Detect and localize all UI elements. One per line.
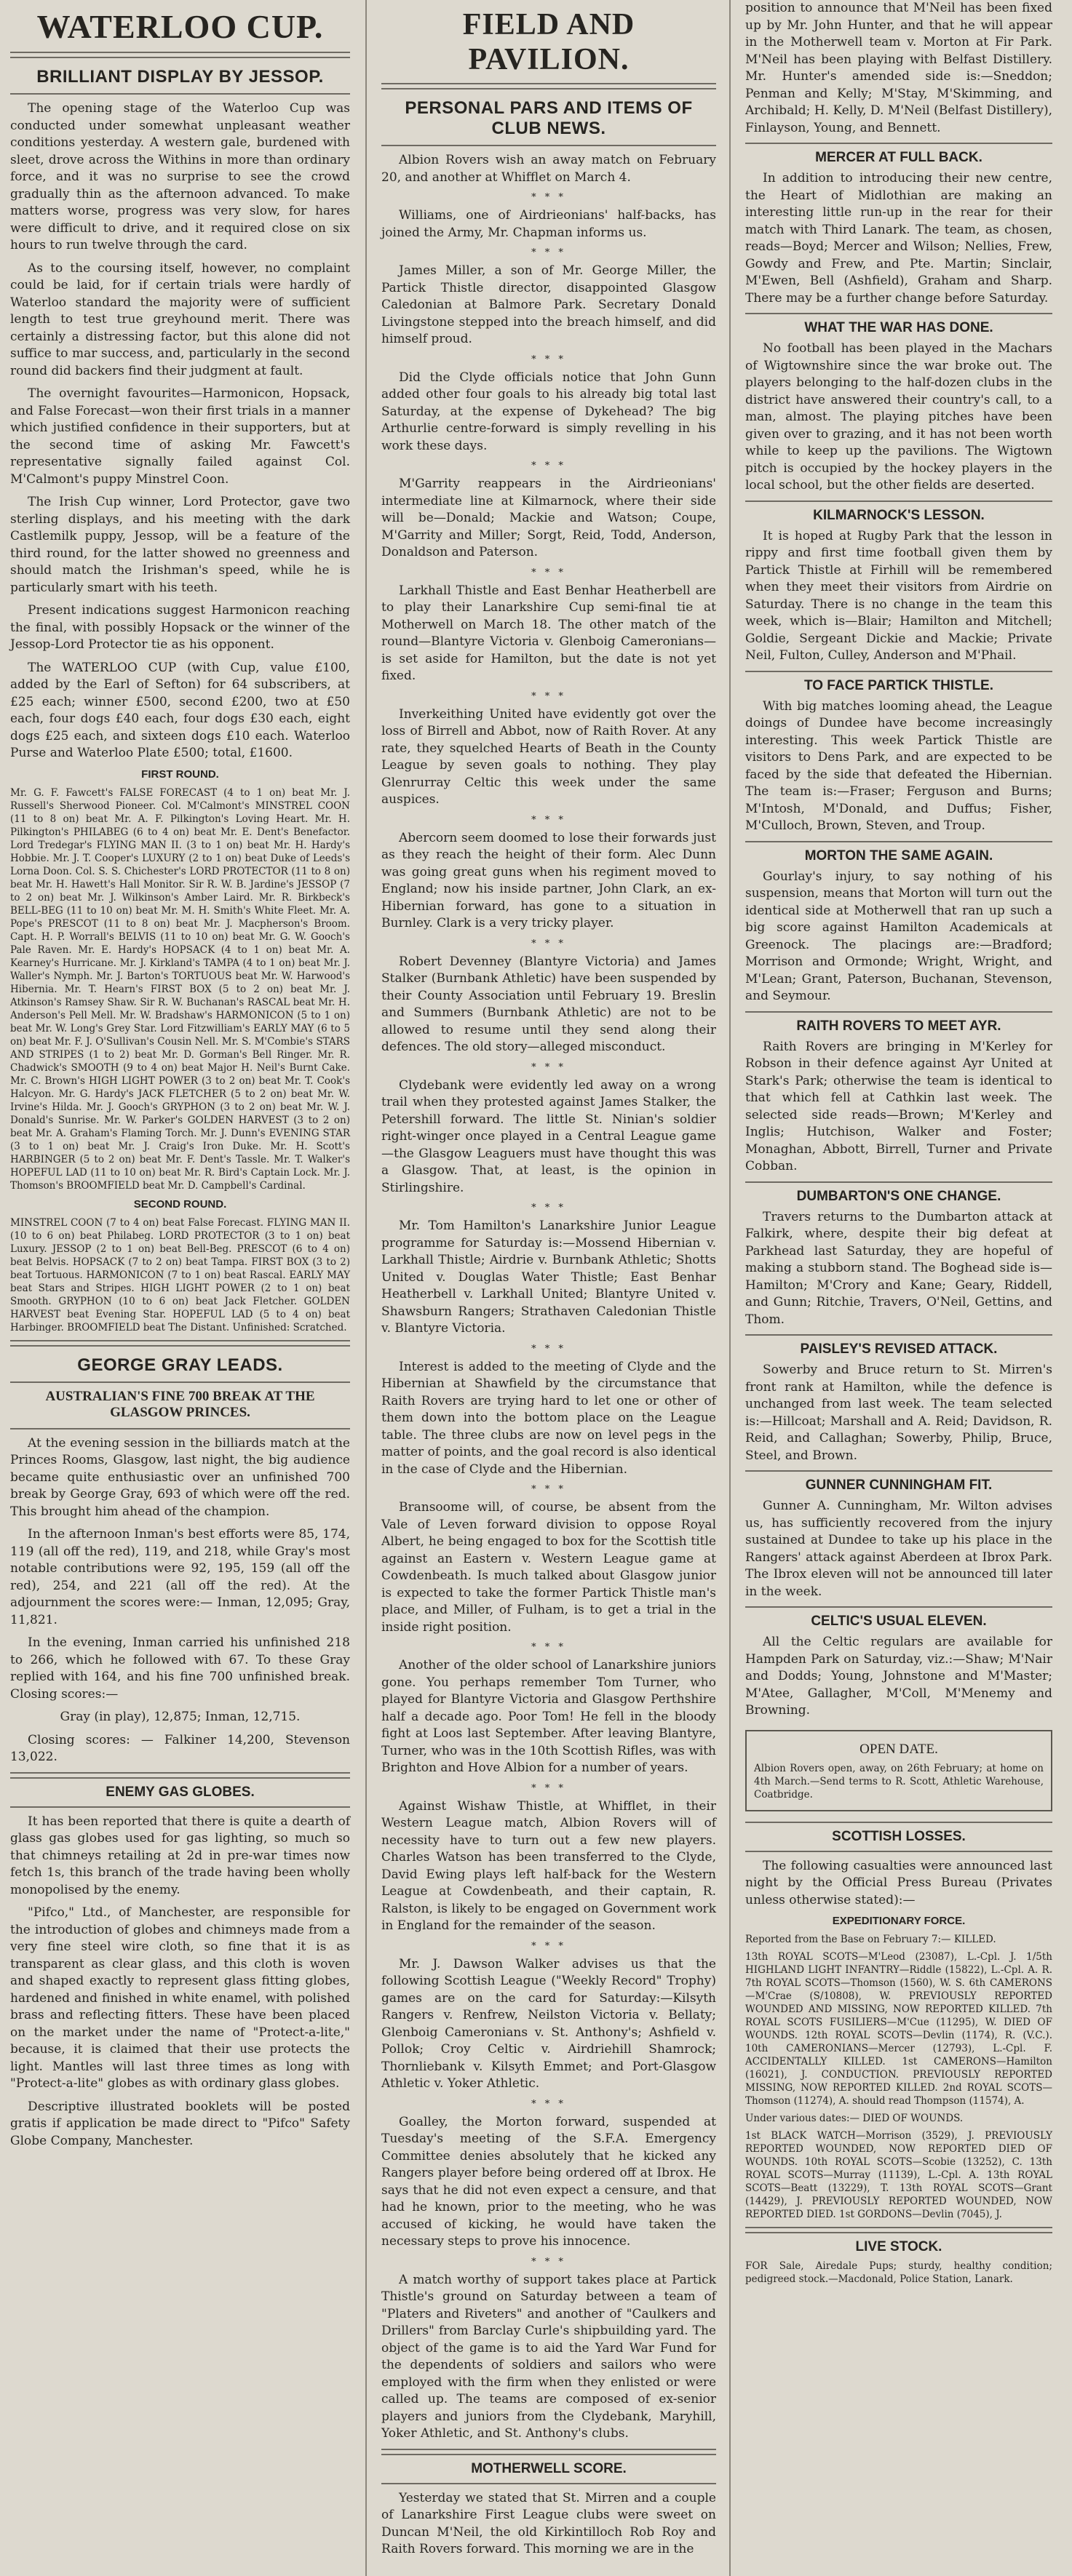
article-paragraph: Yesterday we stated that St. Mirren and a couple of Lanarkshire First League clubs were sweet on Duncan M'Neil, the old Kirkintilloch Rob Roy and Raith Rovers forward. This morning we are in the <box>381 2490 716 2556</box>
news-item: James Miller, a son of Mr. George Miller, the Partick Thistle director, disappointed Glasgow Caledonian at Balmore Park. Secretary Donald Livingstone stepped into the breach himself, and did himself proud. <box>381 263 716 346</box>
column-1 <box>0 0 360 2576</box>
article-paragraph: The following casualties were announced last night by the Official Press Bureau (Privates unless otherwise stated):— <box>745 1858 1052 1907</box>
results-list: MINSTREL COON (7 to 4 on) beat False Forecast. FLYING MAN II. (10 to 6 on) beat Philabeg. LORD PROTECTOR (3 to 1 on) beat Luxury. JESSOP (2 to 1 on) beat Bell-Beg. PRESCOT (6 to 4 on) beat Belvis. HOPSACK (7 to 2 on) beat Tampa. FIRST BOX (3 to 2) beat Tortuous. HARMONICON (7 to 1 on) beat Rascal. EARLY MAY beat Stars and Stripes. HIGH LIGHT POWER (2 to 1 on) beat Smooth. GRYPHON (10 to 6 on) beat Jack Fletcher. GOLDEN HARVEST beat Evening Star. HOPEFUL LAD (5 to 4 on) beat Harbinger. BROOMFIELD beat The Distant. Unfinished: Scratched. <box>10 1216 350 1333</box>
section-headline: DUMBARTON'S ONE CHANGE. <box>796 1188 1001 1204</box>
divider <box>10 1428 350 1429</box>
section-headline: SCOTTISH LOSSES. <box>832 1828 966 1844</box>
star-separator: * * * <box>531 1343 566 1355</box>
round-heading: FIRST ROUND. <box>141 767 219 781</box>
news-item: Robert Devenney (Blantyre Victoria) and James Stalker (Burnbank Athletic) have been suspended by their County Association until February 19. Breslin and Summers (Burnbank Athletic) are not to be allowed to resume until they send along their defences. The old story—alleged misconduct. <box>381 954 716 1054</box>
divider <box>745 313 1052 314</box>
section-headline: MORTON THE SAME AGAIN. <box>804 848 993 864</box>
star-separator: * * * <box>531 938 566 949</box>
section-headline: RAITH ROVERS TO MEET AYR. <box>796 1018 1001 1034</box>
star-separator: * * * <box>531 2098 566 2110</box>
score-line: Gray (in play), 12,875; Inman, 12,715. <box>60 1710 301 1724</box>
divider <box>381 2449 716 2455</box>
casualty-list: 13th ROYAL SCOTS—M'Leod (23087), L.-Cpl. J. 1/5th HIGHLAND LIGHT INFANTRY—Riddle (15822), L.-Cpl. A. R. 7th ROYAL SCOTS—Thomson (1560), W. S. 6th CAMERONS—M'Crae (S/10808), W. PREVIOUSLY REPORTED WOUNDED AND MISSING, NOW REPORTED KILLED. 7th ROYAL SCOTS FUSILIERS—M'Cue (11295), W. DIED OF WOUNDS. 12th ROYAL SCOTS—Devlin (1174), R. (V.C.). 10th CAMERONIANS—Mercer (12793), L.-Cpl. F. ACCIDENTALLY KILLED. 1st CAMERONS—Hamilton (16021), J. CONDUCTION. PREVIOUSLY REPORTED MISSING, NOW REPORTED KILLED. 2nd ROYAL SCOTS—Thomson (11274), A. should read Thompson (11574), A. <box>745 1951 1052 2107</box>
divider <box>10 93 350 95</box>
advert-text: Albion Rovers open, away, on 26th February; at home on 4th March.—Send terms to R. Scott, Athletic Warehouse, Coatbridge. <box>754 1762 1044 1801</box>
article-paragraph: position to announce that M'Neil has been fixed up by Mr. John Hunter, and that he will appear in the Motherwell team v. Morton at Fir Park. M'Neil has been playing with Belfast Distillery. Mr. Hunter's amended side is:—Sneddon; Penman and Kelly; M'Stay, M'Skimming, and Archibald; H. Kelly, D. M'Neil (Belfast Distillery), Finlayson, Young, and Bennett. <box>745 1 1052 135</box>
news-item: A match worthy of support takes place at Partick Thistle's ground on Saturday between a team of "Platers and Riveters" and another of "Caulkers and Drillers" from Barclay Curle's shipbuilding yard. The object of the game is to aid the Yard War Fund for the dependents of soldiers and sailors who were employed with the firm when they enlisted or were called up. The teams are composed of ex-senior players and juniors from the Clydebank, Maryhill, Yoker Athletic, and St. Anthony's clubs. <box>381 2272 716 2441</box>
section-headline: CELTIC'S USUAL ELEVEN. <box>811 1614 987 1629</box>
section-headline: GUNNER CUNNINGHAM FIT. <box>805 1478 993 1493</box>
news-item: Larkhall Thistle and East Benhar Heatherbell are to play their Lanarkshire Cup semi-final tie at Motherwell on March 18. The other match of the round—Blantyre Victoria v. Glenboig Cameronians—is set aside for Hamilton, but the date is not yet fixed. <box>381 583 716 683</box>
section-headline: TO FACE PARTICK THISTLE. <box>803 677 994 693</box>
article-paragraph: Raith Rovers are bringing in M'Kerley for Robson in their defence against Ayr United at Stark's Park; otherwise the team is identical to that which fell at Cathkin last week. The selected side reads—Brown; M'Kerley and Inglis; Hutchison, Walker and Foster; Monaghan, Abbott, Birrell, Turner and Private Cobban. <box>745 1039 1052 1173</box>
article-paragraph: All the Celtic regulars are available for Hampden Park on Saturday, viz.:—Shaw; M'Nair and Dodds; Young, Johnstone and M'Master; M'Atee, Gallagher, M'Coll, M'Menemy and Browning. <box>745 1635 1052 1718</box>
star-separator: * * * <box>531 460 566 471</box>
field-pavilion-masthead: FIELD AND PAVILION. <box>462 8 635 76</box>
divider <box>745 1606 1052 1608</box>
article-paragraph: With big matches looming ahead, the League doings of Dundee have become increasingly interesting. This week Partick Thistle are visitors to Dens Park, and are expected to be faced by the side that defeated the Hibernian. The team is:—Fraser; Ferguson and Burns; M'Intosh, M'Donald, and Duffus; Fisher, M'Culloch, Brown, Steven, and Troup. <box>745 698 1052 833</box>
gray-headline: GEORGE GRAY LEADS. <box>77 1355 283 1375</box>
star-separator: * * * <box>531 1061 566 1073</box>
classified-ad: FOR Sale, Airedale Pups; sturdy, healthy condition; pedigreed stock.—Macdonald, Police Station, Lanark. <box>745 2260 1052 2285</box>
advert-heading: OPEN DATE. <box>859 1741 938 1757</box>
news-item: Goalley, the Morton forward, suspended at Tuesday's meeting of the S.F.A. Emergency Committee denies absolutely that he kicked any Rangers player before being ordered off at Ibrox. He says that he did not even expect a censure, and that had he known, prior to the meeting, who he was accused of kicking, he would have taken the necessary steps to prove his innocence. <box>381 2114 716 2249</box>
news-item: Clydebank were evidently led away on a wrong trail when they protested against James Stalker, the Petershill forward. The little St. Ninian's soldier right-winger once played in a Central League game—the Glasgow Leaguers must have thought this was a Glasgow. That, at least, is the opinion in Stirlingshire. <box>381 1077 716 1195</box>
news-item: Another of the older school of Lanarkshire juniors gone. You perhaps remember Tom Turner, who played for Blantyre Victoria and Glasgow Perthshire half a decade ago. Poor Tom! He fell in the bloody fight at Loos last September. After leaving Blantyre, Turner, who was in the 10th Scottish Rifles, was with Brighton and Hove Albion for a number of years. <box>381 1658 716 1775</box>
news-item: M'Garrity reappears in the Airdrieonians' intermediate line at Kilmarnock, where their side will be—Donald; Mackie and Watson; Coupe, M'Garrity and Miller; Sorgt, Reid, Todd, Anderson, Donaldson and Paterson. <box>381 476 716 559</box>
star-separator: * * * <box>531 1940 566 1952</box>
section-headline: LIVE STOCK. <box>855 2239 942 2254</box>
news-item: Interest is added to the meeting of Clyde and the Hibernian at Shawfield by the circumstance that Raith Rovers are trying hard to let one or other of them down into the bottom place on the League table. The three clubs are now on level pegs in the matter of points, and the goal record is also identical in the case of Clyde and the Hibernian. <box>381 1359 716 1477</box>
casualty-list: 1st BLACK WATCH—Morrison (3529), J. PREVIOUSLY REPORTED WOUNDED, NOW REPORTED DIED OF WOUNDS. 10th ROYAL SCOTS—Scobie (13252), C. 13th ROYAL SCOTS—Murray (11139), L.-Cpl. A. 13th ROYAL SCOTS—Beatt (13229), T. 13th ROYAL SCOTS—Grant (14429), J. PREVIOUSLY REPORTED WOUNDED, NOW REPORTED DIED. 1st GORDONS—Devlin (7045), J. <box>745 2130 1052 2220</box>
round-heading: SECOND ROUND. <box>133 1197 227 1211</box>
divider <box>745 1011 1052 1013</box>
waterloo-headline: BRILLIANT DISPLAY BY JESSOP. <box>36 67 324 87</box>
star-separator: * * * <box>531 567 566 578</box>
news-item: Williams, one of Airdrieonians' half-backs, has joined the Army, Mr. Chapman informs us. <box>381 208 716 240</box>
news-item: Mr. Tom Hamilton's Lanarkshire Junior League programme for Saturday is:—Mossend Hibernian v. Larkhall Thistle; Airdrie v. Burnbank Athletic; Shotts United v. Douglas Water Thistle; East Benhar Heatherbell v. Larkhall United; Blantyre United v. Shawsburn Rangers; Strathaven Caledonian Thistle v. Blantyre Victoria. <box>381 1219 716 1336</box>
open-date-advert <box>745 1730 1052 1811</box>
column-rule <box>365 0 367 2576</box>
article-paragraph: As to the coursing itself, however, no complaint could be laid, for if certain trials were hardly of Waterloo standard the majority were of sufficient length to test true greyhound merit. There was certainly a distressing factor, but this alone did not suffice to mar success, and, particularly in the second round did backers find their judgment at fault. <box>10 260 350 378</box>
divider <box>745 1334 1052 1336</box>
divider <box>745 841 1052 842</box>
divider <box>10 1381 350 1383</box>
article-paragraph: The opening stage of the Waterloo Cup was conducted under somewhat unpleasant weather conditions yesterday. A western gale, burdened with sleet, drove across the Withins in more than ordinary force, and it was no surprise to see the crowd gradually thin as the afternoon advanced. To make matters worse, progress was very slow, for hares were difficult to drive, and it required close on six hours to run twelve through the card. <box>10 101 350 252</box>
divider <box>745 1181 1052 1183</box>
article-paragraph: Gourlay's injury, to say nothing of his suspension, means that Morton will turn out the identical side at Motherwell that ran up such a big score against Hamilton Academicals at Greenock. The placings are:—Bradford; Morrison and Ormonde; Wright, Wright, and M'Lean; Grant, Paterson, Buchanan, Stevenson, and Seymour. <box>745 869 1052 1003</box>
article-paragraph: Present indications suggest Harmonicon reaching the final, with possibly Hopsack or the winner of the Jessop-Lord Protector tie as his opponent. <box>10 603 350 652</box>
article-paragraph: No football has been played in the Machars of Wigtownshire since the war broke out. The players belonging to the half-dozen clubs in the district have answered their country's call, to a man, almost. The playing pitches have been given over to grazing, and it has not been worth while to keep up the pavilions. The Wigtown pitch is occupied by the hockey players in the local school, but the other fields are deserted. <box>745 341 1052 493</box>
news-item: Bransoome will, of course, be absent from the Vale of Leven forward division to oppose Royal Albert, he being engaged to box for the Scottish title against an Eastern v. Western League game at Cowdenbeath. Is much talked about Glasgow junior is expected to take the former Partick Thistle man's place, and Miller, of Fulham, is to get a trial in the inside right position. <box>381 1500 716 1635</box>
news-item: Did the Clyde officials notice that John Gunn added other four goals to his already big total last Saturday, at the expense of Dykehead? The big Arthurlie centre-forward is simply revelling in his work these days. <box>381 370 716 453</box>
news-item: Inverkeithing United have evidently got over the loss of Birrell and Abbot, now of Raith Rover. At any rate, they squelched Hearts of Beath in the County League by seven goals to nothing. They play Glenrurray Celtic this week under the same auspices. <box>381 706 716 807</box>
article-paragraph: Gunner A. Cunningham, Mr. Wilton advises us, has sufficiently recovered from the injury sustained at Dundee to take up his place in the Rangers' attack against Aberdeen at Ibrox Park. The Ibrox eleven will not be announced till later in the week. <box>745 1499 1052 1599</box>
casualty-note: Reported from the Base on February 7:— KILLED. <box>745 1934 996 1945</box>
news-items <box>381 152 716 2443</box>
star-separator: * * * <box>531 1203 566 1213</box>
divider <box>745 501 1052 502</box>
article-paragraph: At the evening session in the billiards match at the Princes Rooms, Glasgow, last night, the big audience became quite enthusiastic over an unfinished 700 break by George Gray, 693 of which were off the red. This brought him ahead of the champion. <box>10 1435 350 1519</box>
club-news-headline: PERSONAL PARS AND ITEMS OF CLUB NEWS. <box>405 98 693 138</box>
article-paragraph: It is hoped at Rugby Park that the lesson in rippy and first time football given them by Partick Thistle at Firhill will be remembered when they meet their visitors from Airdrie on Saturday. There is no change in the team this week, which is—Blair; Hamilton and Mitchell; Goldie, Sergeant Dickie and Mackie; Private Neil, Fulton, Culley, Anderson and M'Phail. <box>745 528 1052 663</box>
column-rule <box>729 0 731 2576</box>
article-paragraph: It has been reported that there is quite a dearth of glass gas globes used for gas lighting, so much so that chimneys retailing at 2d in pre-war times now fetch 1s, this branch of the trade having been wholly monopolised by the enemy. <box>10 1814 350 1897</box>
news-item: Against Wishaw Thistle, at Whifflet, in their Western League match, Albion Rovers will of necessity have to turn out a few new players. Charles Watson has been transferred to the Clyde, David Ewing plays left half-back for the Western League at Cowdenbeath, and their captain, R. Ralston, is likely to be engaged on Government work in England for the remainder of the season. <box>381 1798 716 1933</box>
divider <box>745 143 1052 144</box>
casualty-note: Under various dates:— DIED OF WOUNDS. <box>745 2113 964 2124</box>
section-headline: PAISLEY'S REVISED ATTACK. <box>800 1341 998 1357</box>
star-separator: * * * <box>531 814 566 826</box>
star-separator: * * * <box>531 1642 566 1653</box>
star-separator: * * * <box>531 247 566 258</box>
article-paragraph: "Pifco," Ltd., of Manchester, are responsible for the introduction of globes and chimneys made from a very fine steel wire cloth, so fine that it is as transparent as clear glass, and this cloth is woven and shaped exactly to represent glass fitting globes, hardened and finished in white enamel, with polished brass and reflecting fitters. These have been placed on the market under the name of "Protect-a-lite," because, it is claimed that their use protects the light. Mantles will last three times as long with "Protect-a-lite" globes as with ordinary glass globes. <box>10 1905 350 2091</box>
divider <box>745 1851 1052 1852</box>
divider <box>10 52 350 58</box>
star-separator: * * * <box>531 354 566 365</box>
divider <box>745 671 1052 672</box>
article-paragraph: The Irish Cup winner, Lord Protector, gave two sterling displays, and his meeting with the dark Castlemilk puppy, Jessop, will be a feature of the third round, for the latter showed no greenness and should match the Irishman's speed, while he is particularly smart with his teeth. <box>10 495 350 595</box>
star-separator: * * * <box>531 1782 566 1794</box>
star-separator: * * * <box>531 1484 566 1495</box>
divider <box>10 1340 350 1347</box>
divider <box>10 1806 350 1808</box>
article-paragraph: In addition to introducing their new centre, the Heart of Midlothian are making an interesting little run-up in the rear for their match with Third Lanark. The team, as chosen, reads—Boyd; Mercer and Wilson; Nellies, Frew, Gowdy and Frew, and Pte. Martin; Sinclair, M'Ewen, Bell (Ashfield), Graham and Sharp. There may be a further change before Saturday. <box>745 171 1052 306</box>
section-headline: WHAT THE WAR HAS DONE. <box>804 320 993 335</box>
waterloo-cup-masthead: WATERLOO CUP. <box>36 8 324 45</box>
divider <box>745 2227 1052 2233</box>
results-list: Mr. G. F. Fawcett's FALSE FORECAST (4 to 1 on) beat Mr. J. Russell's Sherwood Pioneer. Col. M'Calmont's MINSTREL COON (11 to 8 on) beat Mr. A. F. Pilkington's Loving Heart. Mr. H. Pilkington's PHILABEG (6 to 4 on) beat Mr. E. Dent's Benefactor. Lord Tredegar's FLYING MAN II. (3 to 1 on) beat Mr. H. Hardy's Hobbie. Mr. J. T. Cooper's LUXURY (2 to 1 on) beat Duke of Leeds's Lorna Doon. Col. S. S. Chichester's LORD PROTECTOR (11 to 8 on) beat Mr. H. Hawett's Hall Monitor. Sir R. W. B. Jardine's JESSOP (7 to 2 on) beat Mr. J. Wilkinson's Amber Laird. Mr. R. Birkbeck's BELL-BEG (11 to 10 on) beat Mr. M. H. Smith's White Fleet. Mr. A. Pope's PRESCOT (11 to 8 on) beat Mr. J. Macpherson's Broom. Capt. H. P. Worrall's BELVIS (11 to 10 on) beat Mr. G. W. Gooch's Pale Raven. Mr. E. Hardy's HOPSACK (4 to 1 on) beat Mr. A. Kearney's Hurricane. Mr. J. Kirkland's TAMPA (4 to 1 on) beat Mr. J. Waller's Nymph. Mr. J. Barton's TORTUOUS beat Mr. W. Harwood's Hibernia. Mr. T. Hearn's FIRST BOX (5 to 2 on) beat Mr. J. Atkinson's Ramsey Shaw. Sir R. W. Buchanan's RASCAL beat Mr. H. Anderson's Pell Mell. Mr. W. Bradshaw's HARMONICON (5 to 1 on) beat Mr. W. Long's Grey Star. Lord Fitzwilliam's EARLY MAY (6 to 5 on) beat Mr. F. J. O'Sullivan's Cousin Nell. Mr. S. M'Combie's STARS AND STRIPES (1 to 2) beat Mr. D. Gorman's Bell Ringer. Mr. R. Chadwick's SMOOTH (9 to 4 on) beat Major H. Neil's Burnt Cake. Mr. C. Brown's HIGH LIGHT POWER (3 to 2 on) beat Mr. T. Cook's Halcyon. Mr. G. Hardy's JACK FLETCHER (5 to 2 on) beat Mr. W. Irvine's Hilda. Mr. J. Gooch's GRYPHON (3 to 2 on) beat Mr. W. J. Donald's Sunrise. Mr. W. Parker's GOLDEN HARVEST (3 to 2 on) beat Mr. A. Graham's Flaming Torch. Mr. J. Dunn's EVENING STAR (3 to 1 on) beat Mr. J. Craig's Iron Duke. Mr. H. Scott's HARBINGER (5 to 2 on) beat Mr. F. Dent's Tassle. Mr. T. Walker's HOPEFUL LAD (11 to 10 on) beat Mr. R. Bird's Captain Lock. Mr. J. Thomson's BROOMFIELD beat Mr. D. Campbell's Cardinal. <box>10 786 350 1192</box>
divider <box>381 2483 716 2484</box>
article-paragraph: The WATERLOO CUP (with Cup, value £100, added by the Earl of Sefton) for 64 subscribers, at £25 each; winner £500, second £200, two at £50 each, four dogs £40 each, four dogs £30 each, eight dogs £25 each, and sixteen dogs £10 each. Waterloo Purse and Waterloo Plate £500; total, £1600. <box>10 660 350 760</box>
news-item: Mr. J. Dawson Walker advises us that the following Scottish League ("Weekly Record" Trophy) games are on the card for Saturday:—Kilsyth Rangers v. Renfrew, Neilston Victoria v. Bellaty; Glenboig Cameronians v. St. Anthony's; Ashfield v. Pollok; Croy Celtic v. Airdriehill Shamrock; Thornliebank v. Kilsyth Emmet; and Port-Glasgow Athletic v. Yoker Athletic. <box>381 1956 716 2091</box>
article-paragraph: Descriptive illustrated booklets will be posted gratis if application be made direct to "Pifco" Safety Globe Company, Manchester. <box>10 2099 350 2148</box>
motherwell-headline: MOTHERWELL SCORE. <box>471 2460 627 2476</box>
section-headline: KILMARNOCK'S LESSON. <box>813 507 985 523</box>
article-paragraph: The overnight favourites—Harmonicon, Hopsack, and False Forecast—won their first trials in a manner which justified confidence in their supporters, but at the second time of asking Mr. Fawcett's representative signally failed against Col. M'Calmont's puppy Minstrel Coon. <box>10 386 350 487</box>
star-separator: * * * <box>531 192 566 203</box>
subheading: EXPEDITIONARY FORCE. <box>832 1915 966 1927</box>
divider <box>381 145 716 146</box>
gas-globes-headline: ENEMY GAS GLOBES. <box>106 1784 255 1800</box>
star-separator: * * * <box>531 690 566 702</box>
news-item: Abercorn seem doomed to lose their forwards just as they reach the height of their form. Alec Dunn was going great guns when his regiment moved to England; now his inside partner, John Clark, an ex-Hibernian forward, has gone to a situation in Burnley. Clark is a very tricky player. <box>381 830 716 930</box>
star-separator: * * * <box>531 2256 566 2268</box>
news-item: Albion Rovers wish an away match on February 20, and another at Whifflet on March 4. <box>381 153 716 185</box>
article-paragraph: In the afternoon Inman's best efforts were 85, 174, 119 (all off the red), 119, and 218, while Gray's most notable contributions were 92, 195, 159 (all off the red), 254, and 221 (all off the red). At the adjournment the scores were:— Inman, 12,095; Gray, 11,821. <box>10 1527 350 1627</box>
article-paragraph: In the evening, Inman carried his unfinished 218 to 266, which he followed with 67. To these Gray replied with 164, and his fine 700 unfinished break. Closing scores:— <box>10 1635 350 1702</box>
divider <box>745 1470 1052 1472</box>
gray-subheadline: AUSTRALIAN'S FINE 700 BREAK AT THE GLASGOW PRINCES. <box>45 1388 315 1420</box>
article-paragraph: Sowerby and Bruce return to St. Mirren's front rank at Hamilton, while the defence is unchanged from last week. The team selected is:—Hillcoat; Marshall and A. Reid; Davidson, R. Reid, and Callaghan; Sowerby, Philip, Bruce, Steel, and Brown. <box>745 1363 1052 1463</box>
divider <box>381 83 716 89</box>
divider <box>10 1772 350 1779</box>
column-2 <box>371 0 726 2576</box>
score-line: Closing scores: — Falkiner 14,200, Stevenson 13,022. <box>10 1732 350 1764</box>
article-paragraph: Travers returns to the Dumbarton attack at Falkirk, where, despite their big defeat at Parkhead last Saturday, they are hopeful of making a stubborn stand. The Boghead side is—Hamilton; M'Crory and Kane; Geary, Riddell, and Gunn; Ritchie, Travers, O'Neil, Gettins, and Thom. <box>745 1209 1052 1327</box>
column-3 <box>735 0 1063 2576</box>
section-headline: MERCER AT FULL BACK. <box>815 150 982 165</box>
divider <box>745 1822 1052 1823</box>
